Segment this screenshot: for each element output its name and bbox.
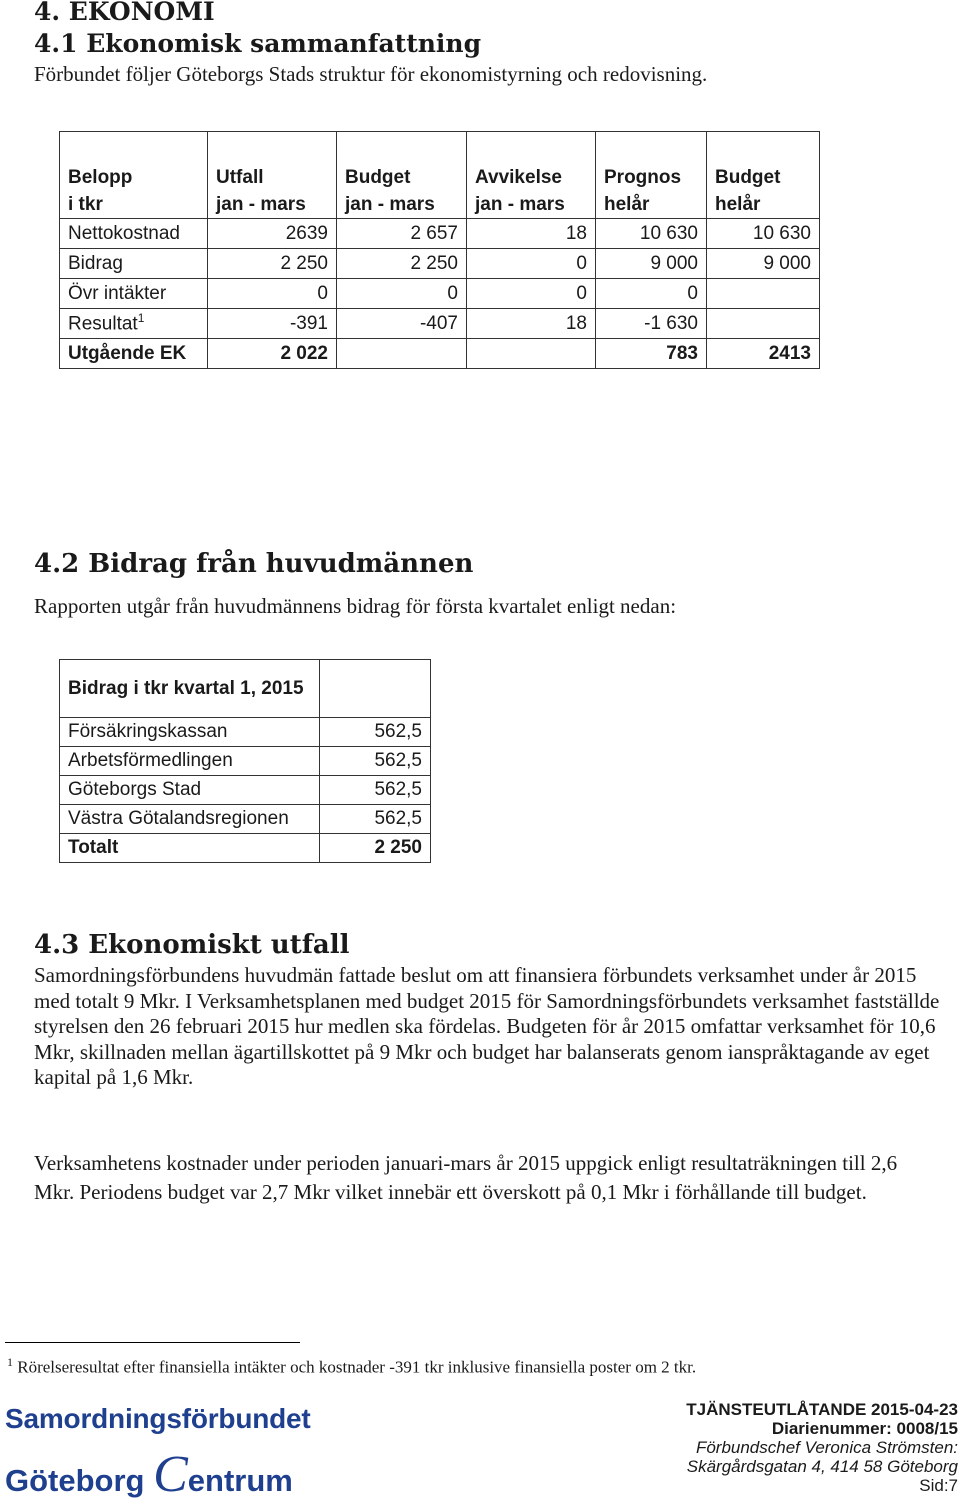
table-cell: 0 <box>467 279 596 309</box>
row-label <box>60 339 208 369</box>
finance-header-line: jan - mars <box>345 194 435 215</box>
row-value: 2 250 <box>320 834 431 863</box>
row-label: Totalt <box>60 834 320 863</box>
row-label: Göteborgs Stad <box>60 776 320 805</box>
table-cell <box>337 339 467 369</box>
footnote-text: Rörelseresultat efter finansiella intäkter och kostnader -391 tkr inklusive finansiella poster om 2 tkr. <box>17 1357 697 1377</box>
section-4-1-lead: Förbundet följer Göteborgs Stads struktur för ekonomistyrning och redovisning. <box>34 62 708 86</box>
contribution-table-header: Bidrag i tkr kvartal 1, 2015 <box>60 660 320 718</box>
diarienummer: Diarienummer: 0008/15 <box>771 1419 958 1438</box>
table-row <box>60 834 431 863</box>
footnote-mark: 1 <box>7 1355 13 1369</box>
section-4-3-title: 4.3 Ekonomiskt utfall <box>34 930 350 960</box>
table-cell: -407 <box>337 309 467 339</box>
finance-table-body <box>60 219 820 369</box>
table-cell: 9 000 <box>596 249 707 279</box>
table-row <box>60 249 820 279</box>
table-cell: 783 <box>596 339 707 369</box>
finance-header-0 <box>60 132 208 219</box>
finance-header-line: Budget <box>715 167 781 188</box>
finance-header-line: Belopp <box>68 167 133 188</box>
finance-header-line: helår <box>715 194 761 215</box>
row-value: 562,5 <box>320 747 431 776</box>
contribution-table <box>59 659 431 863</box>
row-label-text: Resultat <box>68 313 138 335</box>
row-label <box>60 309 208 339</box>
footnote <box>7 1352 696 1378</box>
table-cell: -1 630 <box>596 309 707 339</box>
document-info <box>638 1400 958 1495</box>
table-row <box>60 309 820 339</box>
finance-table-header <box>60 132 820 219</box>
finance-header-2 <box>337 132 467 219</box>
table-cell: 2 250 <box>208 249 337 279</box>
footnote-ref: 1 <box>137 311 145 326</box>
table-row <box>60 718 431 747</box>
table-cell: -391 <box>208 309 337 339</box>
finance-header-line: jan - mars <box>216 194 306 215</box>
page-number: Sid:7 <box>919 1476 958 1495</box>
logo-line-2b: entrum <box>187 1463 293 1498</box>
table-cell: 0 <box>208 279 337 309</box>
finance-header-line: Prognos <box>604 167 682 188</box>
section-4-2-lead: Rapporten utgår från huvudmännens bidrag för första kvartalet enligt nedan: <box>34 594 677 618</box>
logo-line-2 <box>5 1445 293 1504</box>
row-label-text: Övr intäkter <box>68 282 167 304</box>
finance-header-line: Utfall <box>216 167 264 188</box>
table-cell: 9 000 <box>707 249 820 279</box>
row-label <box>60 249 208 279</box>
table-cell <box>467 339 596 369</box>
table-cell: 10 630 <box>707 219 820 249</box>
document-author: Förbundschef Veronica Strömsten: <box>695 1438 958 1457</box>
row-label-text: Bidrag <box>68 252 123 274</box>
chapter-title: 4. EKONOMI <box>34 0 215 26</box>
table-cell: 2 022 <box>208 339 337 369</box>
section-4-3-paragraph-1: Samordningsförbundens huvudmän fattade beslut om att finansiera förbundets verksamhet under år 2015 med totalt 9 Mkr. I Verksamhetsplanen med budget 2015 för Samordningsförbundets verksamhet fastställde styrelsen den 26 februari 2015 hur medlen ska fördelas. Budgeten för år 2015 omfattar verksamhet för 10,6 Mkr, skillnaden mellan ägartillskottet på 9 Mkr och budget har balanserats genom ianspråktagande av eget kapital på 1,6 Mkr. <box>34 963 940 1090</box>
row-label: Arbetsförmedlingen <box>60 747 320 776</box>
table-cell: 2 657 <box>337 219 467 249</box>
finance-header-5 <box>707 132 820 219</box>
table-cell: 0 <box>467 249 596 279</box>
finance-header-line: jan - mars <box>475 194 565 215</box>
table-cell: 10 630 <box>596 219 707 249</box>
footnote-divider <box>5 1342 300 1343</box>
table-cell <box>707 279 820 309</box>
row-label-text: Nettokostnad <box>68 222 180 244</box>
logo-line-2a: Göteborg <box>5 1463 154 1498</box>
row-label: Försäkringskassan <box>60 718 320 747</box>
row-value: 562,5 <box>320 776 431 805</box>
finance-header-line: Avvikelse <box>475 167 562 188</box>
table-row <box>60 219 820 249</box>
table-row <box>60 747 431 776</box>
finance-header-3 <box>467 132 596 219</box>
document-address: Skärgårdsgatan 4, 414 58 Göteborg <box>686 1457 958 1476</box>
table-row <box>60 805 431 834</box>
section-4-3-paragraph-2: Verksamhetens kostnader under perioden januari-mars år 2015 uppgick enligt resultaträkningen till 2,6 Mkr. Periodens budget var 2,7 Mkr vilket innebär ett överskott på 0,1 Mkr i förhållande till budget. <box>34 1151 898 1204</box>
section-4-2-title: 4.2 Bidrag från huvudmännen <box>34 549 474 579</box>
finance-header-line: helår <box>604 194 650 215</box>
finance-header-line: Budget <box>345 167 411 188</box>
table-cell: 2639 <box>208 219 337 249</box>
table-row <box>60 279 820 309</box>
contribution-table-body <box>60 718 431 863</box>
logo-line-1: Samordningsförbundet <box>5 1403 311 1434</box>
table-cell: 0 <box>337 279 467 309</box>
contribution-table-header-empty <box>320 660 431 718</box>
document-type-date: TJÄNSTEUTLÅTANDE 2015-04-23 <box>686 1400 958 1419</box>
row-label <box>60 219 208 249</box>
row-value: 562,5 <box>320 718 431 747</box>
logo-letter-c: C <box>153 1446 188 1503</box>
row-label-text: Utgående EK <box>68 342 187 364</box>
row-label <box>60 279 208 309</box>
row-value: 562,5 <box>320 805 431 834</box>
finance-summary-table <box>59 131 820 369</box>
table-cell: 0 <box>596 279 707 309</box>
finance-header-line: i tkr <box>68 194 103 215</box>
finance-header-4 <box>596 132 707 219</box>
row-label: Västra Götalandsregionen <box>60 805 320 834</box>
table-cell <box>707 309 820 339</box>
table-cell: 18 <box>467 309 596 339</box>
table-row <box>60 339 820 369</box>
table-cell: 2413 <box>707 339 820 369</box>
table-row <box>60 776 431 805</box>
finance-header-1 <box>208 132 337 219</box>
table-cell: 2 250 <box>337 249 467 279</box>
section-4-1-title: 4.1 Ekonomisk sammanfattning <box>34 29 482 58</box>
table-cell: 18 <box>467 219 596 249</box>
